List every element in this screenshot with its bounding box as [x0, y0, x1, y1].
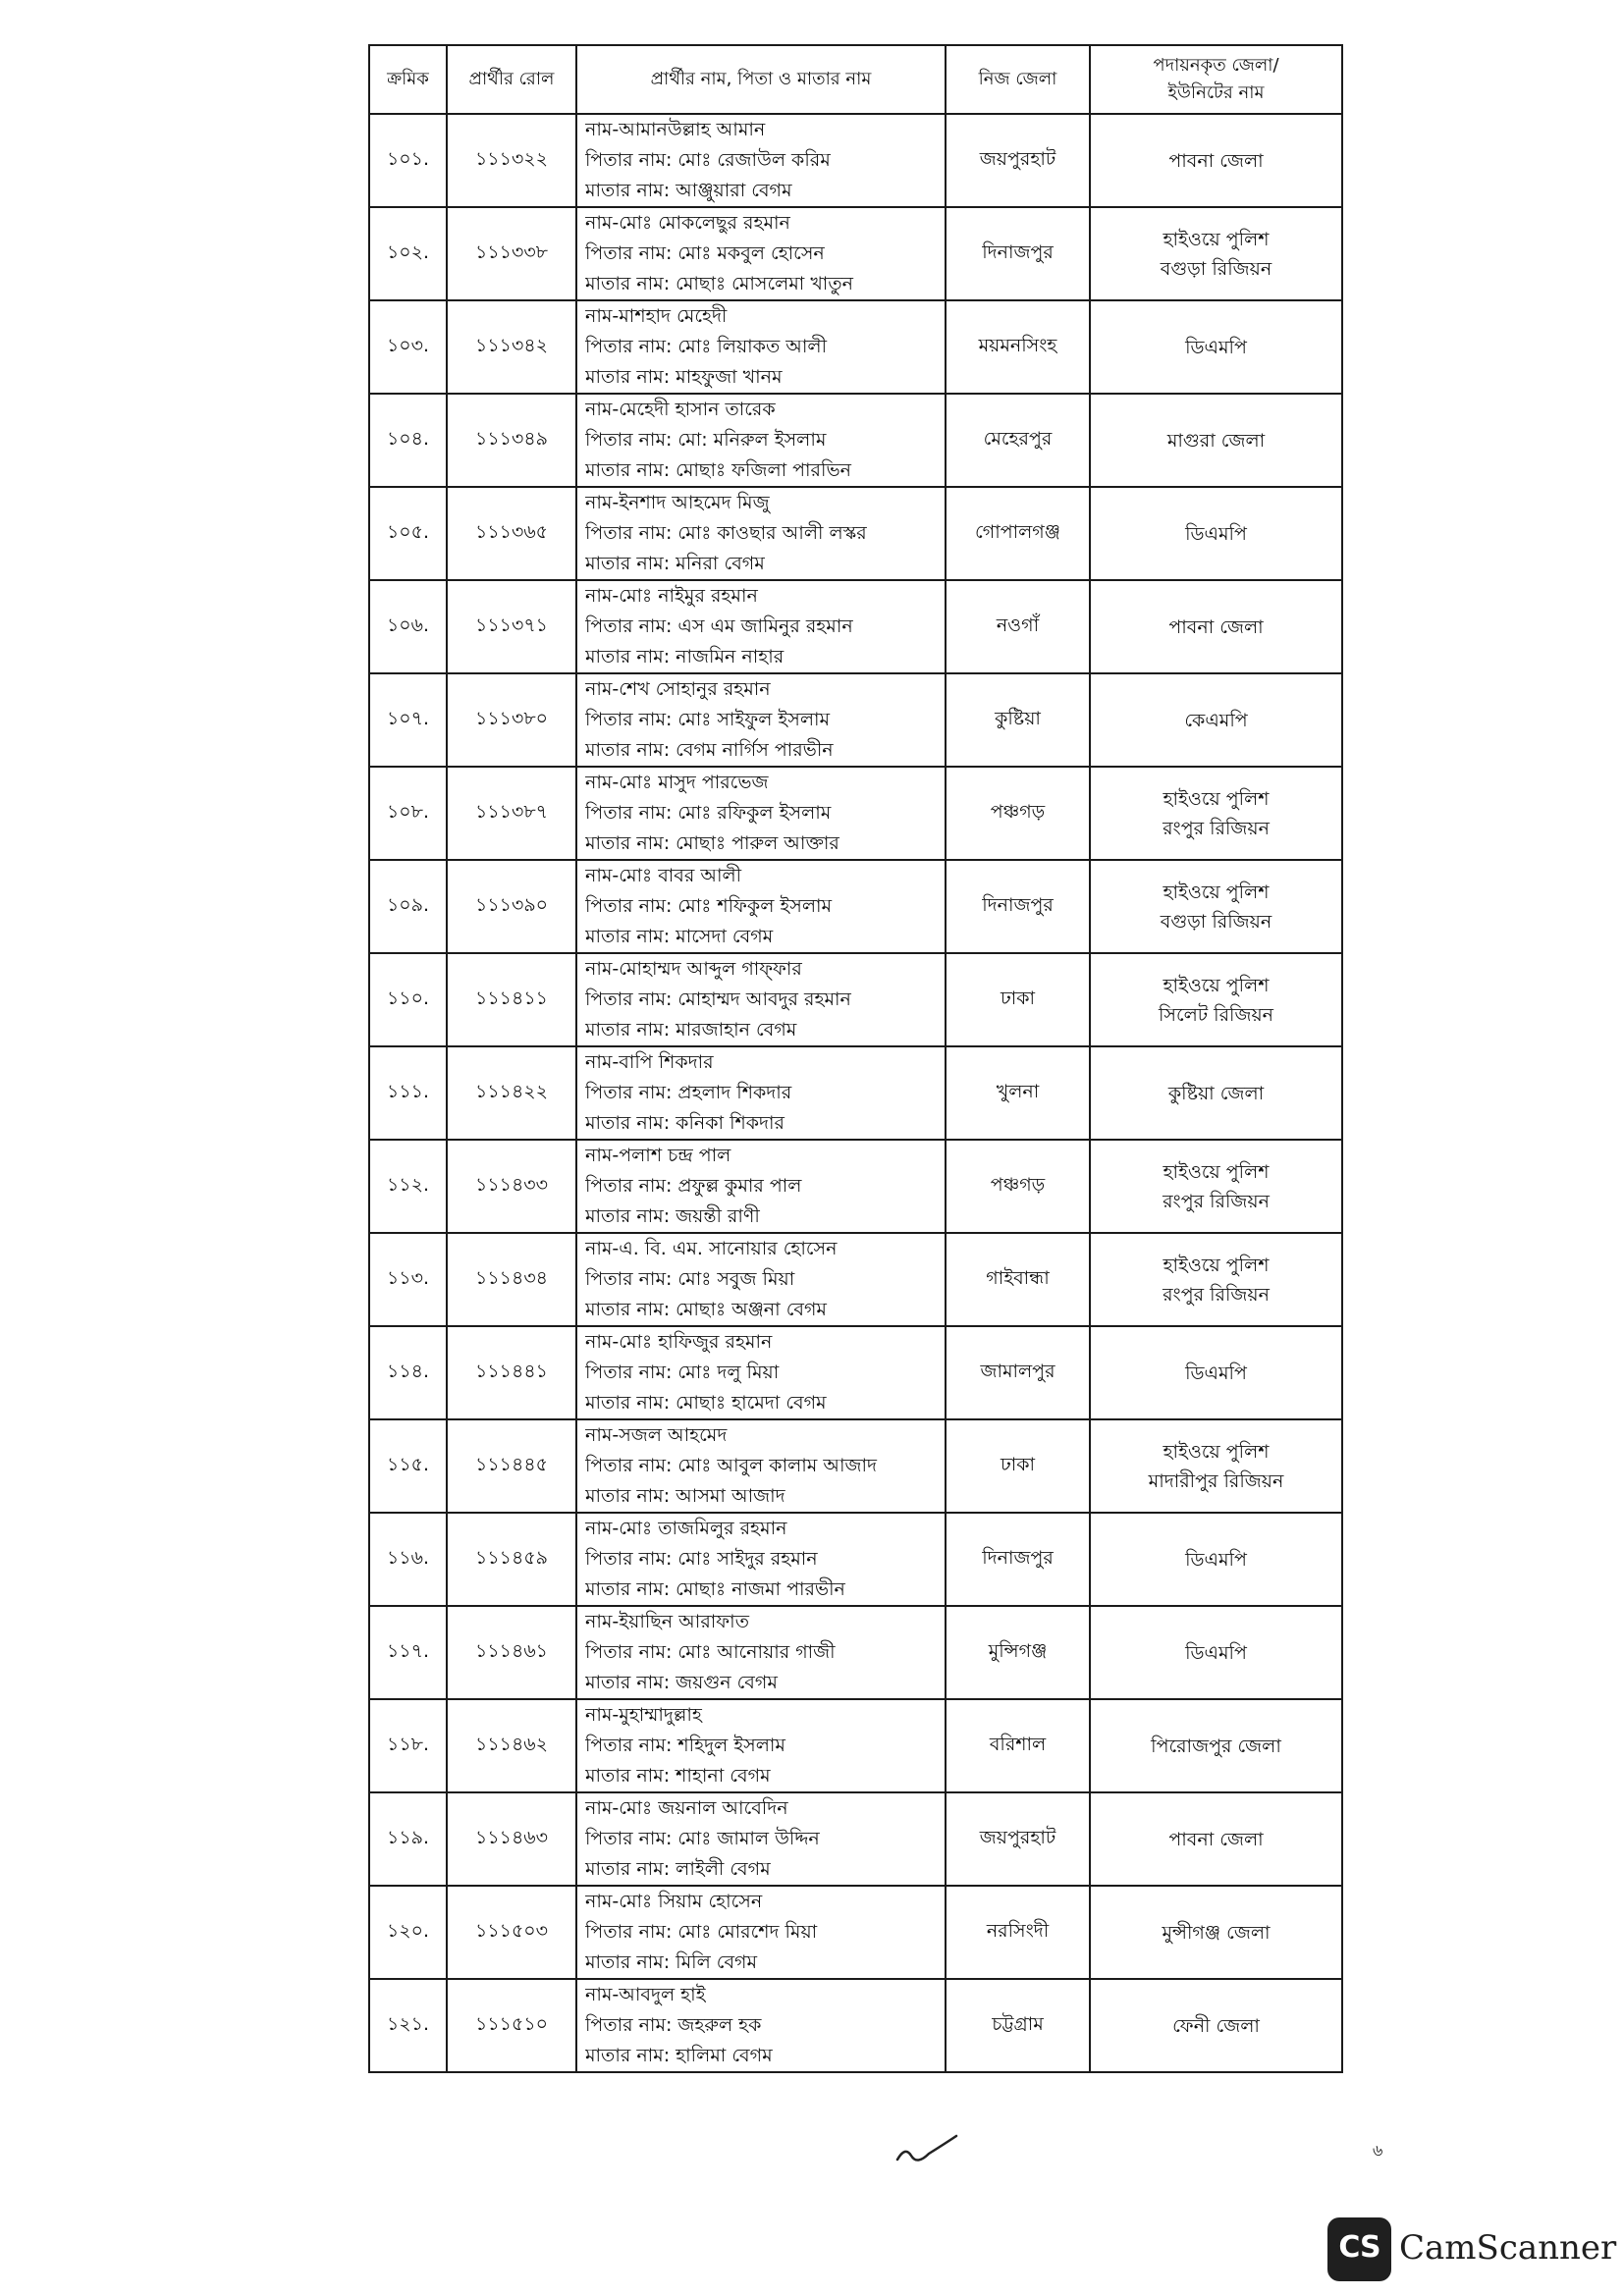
cell-roll: ১১১৫০৩ [447, 1886, 576, 1979]
posting-line1: হাইওয়ে পুলিশ [1163, 974, 1270, 996]
header-posting-line2: ইউনিটের নাম [1167, 82, 1265, 103]
posting-line1: হাইওয়ে পুলিশ [1163, 228, 1270, 250]
candidate-name: নাম-ইনশাদ আহমেদ মিজু [585, 492, 770, 513]
candidate-name: নাম-আবদুল হাই [585, 1984, 706, 2005]
mother-name: মাতার নাম: মনিরা বেগম [585, 553, 765, 574]
cell-home-district: পঞ্চগড় [946, 1140, 1090, 1233]
father-name: পিতার নাম: জহরুল হক [585, 2014, 762, 2036]
table-row [369, 1979, 1342, 2072]
cell-roll: ১১১৩৯০ [447, 860, 576, 953]
posting-line2: বগুড়া রিজিয়ন [1160, 257, 1272, 280]
posting-line2: সিলেট রিজিয়ন [1158, 1003, 1274, 1026]
cell-posting [1090, 1886, 1342, 1979]
mother-name: মাতার নাম: আঞ্জুয়ারা বেগম [585, 180, 792, 201]
cell-serial: ১০৫. [369, 487, 447, 580]
table-row [369, 1140, 1342, 1233]
mother-name: মাতার নাম: মারজাহান বেগম [585, 1019, 797, 1041]
mother-name: মাতার নাম: আসমা আজাদ [585, 1485, 785, 1507]
cell-home-district: জামালপুর [946, 1326, 1090, 1419]
header-names: প্রার্থীর নাম, পিতা ও মাতার নাম [576, 45, 946, 114]
father-name: পিতার নাম: মোঃ আবুল কালাম আজাদ [585, 1455, 878, 1476]
candidate-name: নাম-মোঃ হাফিজুর রহমান [585, 1331, 773, 1353]
mother-name: মাতার নাম: হালিমা বেগম [585, 2045, 773, 2066]
cell-home-district: ময়মনসিংহ [946, 300, 1090, 394]
cell-names [576, 207, 946, 300]
candidate-name: নাম-মেহেদী হাসান তারেক [585, 399, 776, 420]
father-name: পিতার নাম: মোঃ আনোয়ার গাজী [585, 1641, 836, 1663]
father-name: পিতার নাম: মো: মনিরুল ইসলাম [585, 429, 827, 451]
posting-line1: হাইওয়ে পুলিশ [1163, 1160, 1270, 1183]
cell-home-district: জয়পুরহাট [946, 114, 1090, 207]
candidate-name: নাম-মোঃ মাসুদ পারভেজ [585, 772, 769, 793]
posting-line1: ডিএমপি [1185, 336, 1247, 358]
posting-line1: পিরোজপুর জেলা [1151, 1735, 1281, 1757]
cell-roll: ১১১৪২২ [447, 1046, 576, 1140]
cell-roll: ১১১৩৪৯ [447, 394, 576, 487]
candidate-name: নাম-ইয়াছিন আরাফাত [585, 1611, 749, 1632]
cell-roll: ১১১৪৪১ [447, 1326, 576, 1419]
mother-name: মাতার নাম: মাসেদা বেগম [585, 926, 774, 947]
posting-line1: মাগুরা জেলা [1166, 429, 1266, 452]
cell-home-district: গোপালগঞ্জ [946, 487, 1090, 580]
candidate-name: নাম-মোঃ জয়নাল আবেদিন [585, 1797, 788, 1819]
mother-name: মাতার নাম: মোছাঃ নাজমা পারভীন [585, 1578, 845, 1600]
cell-serial: ১১৫. [369, 1419, 447, 1513]
father-name: পিতার নাম: মোহাম্মদ আবদুর রহমান [585, 988, 851, 1010]
cell-roll: ১১১৪৩৩ [447, 1140, 576, 1233]
posting-line2: বগুড়া রিজিয়ন [1160, 910, 1272, 933]
posting-line2: রংপুর রিজিয়ন [1163, 817, 1270, 839]
cell-home-district: মুন্সিগঞ্জ [946, 1606, 1090, 1699]
cell-roll: ১১১৪৫৯ [447, 1513, 576, 1606]
mother-name: মাতার নাম: শাহানা বেগম [585, 1765, 771, 1787]
cell-names [576, 767, 946, 860]
father-name: পিতার নাম: মোঃ সাইদুর রহমান [585, 1548, 818, 1570]
candidate-name: নাম-মাশহাদ মেহেদী [585, 305, 728, 327]
mother-name: মাতার নাম: মোছাঃ ফজিলা পারভিন [585, 459, 851, 481]
cell-posting [1090, 767, 1342, 860]
cell-home-district: পঞ্চগড় [946, 767, 1090, 860]
cell-serial: ১০৭. [369, 673, 447, 767]
cell-serial: ১১৯. [369, 1792, 447, 1886]
cell-serial: ১০৪. [369, 394, 447, 487]
cell-serial: ১১০. [369, 953, 447, 1046]
posting-line1: হাইওয়ে পুলিশ [1163, 1254, 1270, 1276]
cell-posting [1090, 1979, 1342, 2072]
cell-names [576, 114, 946, 207]
posting-line2: রংপুর রিজিয়ন [1163, 1283, 1270, 1306]
cell-roll: ১১১৪৪৫ [447, 1419, 576, 1513]
cell-names [576, 1046, 946, 1140]
posting-line1: পাবনা জেলা [1168, 149, 1264, 172]
father-name: পিতার নাম: মোঃ দলু মিয়া [585, 1362, 780, 1383]
cell-home-district: দিনাজপুর [946, 860, 1090, 953]
candidate-name: নাম-বাপি শিকদার [585, 1051, 714, 1073]
page-number: ৬ [1373, 2141, 1383, 2160]
cell-home-district: গাইবান্ধা [946, 1233, 1090, 1326]
father-name: পিতার নাম: এস এম জামিনুর রহমান [585, 615, 853, 637]
candidate-name: নাম-সজল আহমেদ [585, 1424, 728, 1446]
table-row [369, 1792, 1342, 1886]
cell-posting [1090, 1606, 1342, 1699]
father-name: পিতার নাম: মোঃ শফিকুল ইসলাম [585, 895, 833, 917]
cell-serial: ১১১. [369, 1046, 447, 1140]
father-name: পিতার নাম: মোঃ জামাল উদ্দিন [585, 1828, 820, 1849]
father-name: পিতার নাম: মোঃ রফিকুল ইসলাম [585, 802, 832, 824]
cell-names [576, 1419, 946, 1513]
cell-serial: ১১৬. [369, 1513, 447, 1606]
candidate-name: নাম-আমানউল্লাহ আমান [585, 119, 766, 140]
cell-names [576, 1792, 946, 1886]
header-serial: ক্রমিক [369, 45, 447, 114]
cell-names [576, 1699, 946, 1792]
table-row [369, 394, 1342, 487]
mother-name: মাতার নাম: জয়ন্তী রাণী [585, 1205, 760, 1227]
cell-names [576, 1606, 946, 1699]
posting-line1: মুন্সীগঞ্জ জেলা [1162, 1921, 1271, 1944]
cell-serial: ১০৯. [369, 860, 447, 953]
candidate-name: নাম-মুহাম্মাদুল্লাহ [585, 1704, 702, 1726]
cell-posting [1090, 1792, 1342, 1886]
candidate-name: নাম-পলাশ চন্দ্র পাল [585, 1145, 731, 1166]
header-home-district: নিজ জেলা [946, 45, 1090, 114]
header-posting-line1: পদায়নকৃত জেলা/ [1153, 55, 1279, 76]
cell-home-district: জয়পুরহাট [946, 1792, 1090, 1886]
father-name: পিতার নাম: শহিদুল ইসলাম [585, 1735, 785, 1756]
cell-posting [1090, 207, 1342, 300]
cell-roll: ১১১৪৬২ [447, 1699, 576, 1792]
header-posting [1090, 45, 1342, 114]
posting-line1: হাইওয়ে পুলিশ [1163, 881, 1270, 903]
cell-posting [1090, 1140, 1342, 1233]
posting-line1: ডিএমপি [1185, 522, 1247, 545]
candidate-name: নাম-মোঃ তাজমিলুর রহমান [585, 1518, 787, 1539]
cell-serial: ১২১. [369, 1979, 447, 2072]
cell-names [576, 1979, 946, 2072]
posting-line1: কেএমপি [1184, 709, 1248, 731]
table-row [369, 1326, 1342, 1419]
candidate-name: নাম-মোঃ নাইমুর রহমান [585, 585, 758, 607]
cell-serial: ১০১. [369, 114, 447, 207]
cell-roll: ১১১৩২২ [447, 114, 576, 207]
posting-line1: ফেনী জেলা [1172, 2014, 1260, 2037]
father-name: পিতার নাম: মোঃ মোরশেদ মিয়া [585, 1921, 818, 1943]
cell-names [576, 1886, 946, 1979]
cell-serial: ১১৮. [369, 1699, 447, 1792]
posting-line1: পাবনা জেলা [1168, 615, 1264, 638]
cell-roll: ১১১৩৮৭ [447, 767, 576, 860]
mother-name: মাতার নাম: লাইলী বেগম [585, 1858, 771, 1880]
header-roll: প্রার্থীর রোল [447, 45, 576, 114]
posting-line1: পাবনা জেলা [1168, 1828, 1264, 1850]
mother-name: মাতার নাম: কনিকা শিকদার [585, 1112, 784, 1134]
cell-names [576, 673, 946, 767]
table-row [369, 673, 1342, 767]
table-row [369, 767, 1342, 860]
cell-roll: ১১১৩৬৫ [447, 487, 576, 580]
father-name: পিতার নাম: মোঃ রেজাউল করিম [585, 149, 831, 171]
table-row [369, 1606, 1342, 1699]
cell-home-district: নরসিংদী [946, 1886, 1090, 1979]
cell-names [576, 487, 946, 580]
cell-serial: ১০৬. [369, 580, 447, 673]
cell-names [576, 953, 946, 1046]
cell-home-district: বরিশাল [946, 1699, 1090, 1792]
table-header-row [369, 45, 1342, 114]
cell-serial: ১১৩. [369, 1233, 447, 1326]
cell-roll: ১১১৪৬৩ [447, 1792, 576, 1886]
cell-posting [1090, 300, 1342, 394]
cell-posting [1090, 1233, 1342, 1326]
posting-line1: ডিএমপি [1185, 1641, 1247, 1664]
candidate-name: নাম-এ. বি. এম. সানোয়ার হোসেন [585, 1238, 838, 1259]
cell-serial: ১০২. [369, 207, 447, 300]
cell-posting [1090, 114, 1342, 207]
table-row [369, 300, 1342, 394]
posting-line1: হাইওয়ে পুলিশ [1163, 787, 1270, 810]
cell-names [576, 580, 946, 673]
mother-name: মাতার নাম: বেগম নার্গিস পারভীন [585, 739, 834, 761]
mother-name: মাতার নাম: মাহফুজা খানম [585, 366, 783, 388]
cell-posting [1090, 860, 1342, 953]
cell-serial: ১১২. [369, 1140, 447, 1233]
posting-line1: হাইওয়ে পুলিশ [1163, 1440, 1270, 1463]
cell-home-district: মেহেরপুর [946, 394, 1090, 487]
cell-posting [1090, 673, 1342, 767]
candidate-name: নাম-মোঃ সিয়াম হোসেন [585, 1891, 763, 1912]
candidate-name: নাম-মোঃ বাবর আলী [585, 865, 742, 886]
camscanner-logo-icon: CS [1327, 2217, 1391, 2281]
cell-names [576, 1513, 946, 1606]
mother-name: মাতার নাম: মিলি বেগম [585, 1951, 758, 1973]
cell-roll: ১১১৪১১ [447, 953, 576, 1046]
mother-name: মাতার নাম: মোছাঃ পারুল আক্তার [585, 832, 839, 854]
cell-roll: ১১১৪৬১ [447, 1606, 576, 1699]
table-body [369, 114, 1342, 2072]
table-row [369, 1233, 1342, 1326]
candidate-name: নাম-মোঃ মোকলেছুর রহমান [585, 212, 790, 234]
father-name: পিতার নাম: মোঃ সাইফুল ইসলাম [585, 709, 831, 730]
cell-posting [1090, 580, 1342, 673]
cell-home-district: ঢাকা [946, 1419, 1090, 1513]
cell-names [576, 1233, 946, 1326]
candidate-name: নাম-শেখ সোহানুর রহমান [585, 678, 771, 700]
cell-home-district: দিনাজপুর [946, 1513, 1090, 1606]
cell-names [576, 300, 946, 394]
cell-names [576, 1140, 946, 1233]
table-row [369, 1699, 1342, 1792]
cell-home-district: ঢাকা [946, 953, 1090, 1046]
father-name: পিতার নাম: মোঃ লিয়াকত আলী [585, 336, 828, 357]
cell-roll: ১১১৩৮০ [447, 673, 576, 767]
table-row [369, 860, 1342, 953]
mother-name: মাতার নাম: জয়গুন বেগম [585, 1672, 778, 1693]
mother-name: মাতার নাম: মোছাঃ হামেদা বেগম [585, 1392, 827, 1414]
cell-serial: ১০৮. [369, 767, 447, 860]
cell-posting [1090, 1046, 1342, 1140]
cell-home-district: কুষ্টিয়া [946, 673, 1090, 767]
cell-posting [1090, 1419, 1342, 1513]
cell-serial: ১২০. [369, 1886, 447, 1979]
candidate-name: নাম-মোহাম্মদ আব্দুল গাফ্ফার [585, 958, 802, 980]
table-row [369, 1886, 1342, 1979]
mother-name: মাতার নাম: নাজমিন নাহার [585, 646, 784, 667]
cell-roll: ১১১৩৪২ [447, 300, 576, 394]
father-name: পিতার নাম: মোঃ মকবুল হোসেন [585, 242, 825, 264]
posting-line2: মাদারীপুর রিজিয়ন [1148, 1469, 1284, 1492]
posting-line1: কুষ্টিয়া জেলা [1167, 1082, 1265, 1104]
cell-posting [1090, 1513, 1342, 1606]
cell-posting [1090, 1326, 1342, 1419]
table-row [369, 114, 1342, 207]
cell-posting [1090, 394, 1342, 487]
table-row [369, 953, 1342, 1046]
cell-posting [1090, 1699, 1342, 1792]
camscanner-brand: CamScanner [1399, 2228, 1617, 2268]
mother-name: মাতার নাম: মোছাঃ মোসলেমা খাতুন [585, 273, 853, 294]
father-name: পিতার নাম: প্রফুল্ল কুমার পাল [585, 1175, 802, 1197]
table-row [369, 580, 1342, 673]
candidate-table [368, 44, 1343, 2073]
posting-line1: ডিএমপি [1185, 1362, 1247, 1384]
cell-serial: ১০৩. [369, 300, 447, 394]
posting-line1: ডিএমপি [1185, 1548, 1247, 1571]
table-row [369, 1046, 1342, 1140]
cell-roll: ১১১৩৭১ [447, 580, 576, 673]
signature-mark [893, 2130, 962, 2169]
cell-serial: ১১৭. [369, 1606, 447, 1699]
cell-roll: ১১১৪৩৪ [447, 1233, 576, 1326]
table-row [369, 487, 1342, 580]
father-name: পিতার নাম: মোঃ কাওছার আলী লস্কর [585, 522, 867, 544]
cell-names [576, 394, 946, 487]
cell-home-district: দিনাজপুর [946, 207, 1090, 300]
mother-name: মাতার নাম: মোছাঃ অঞ্জনা বেগম [585, 1299, 827, 1320]
cell-serial: ১১৪. [369, 1326, 447, 1419]
table-row [369, 1513, 1342, 1606]
cell-home-district: খুলনা [946, 1046, 1090, 1140]
table-row [369, 207, 1342, 300]
cell-posting [1090, 487, 1342, 580]
cell-home-district: নওগাঁ [946, 580, 1090, 673]
cell-posting [1090, 953, 1342, 1046]
cell-roll: ১১১৫১০ [447, 1979, 576, 2072]
father-name: পিতার নাম: মোঃ সবুজ মিয়া [585, 1268, 795, 1290]
cell-roll: ১১১৩৩৮ [447, 207, 576, 300]
father-name: পিতার নাম: প্রহলাদ শিকদার [585, 1082, 792, 1103]
cell-names [576, 1326, 946, 1419]
cell-home-district: চট্টগ্রাম [946, 1979, 1090, 2072]
cell-names [576, 860, 946, 953]
table-row [369, 1419, 1342, 1513]
posting-line2: রংপুর রিজিয়ন [1163, 1190, 1270, 1212]
